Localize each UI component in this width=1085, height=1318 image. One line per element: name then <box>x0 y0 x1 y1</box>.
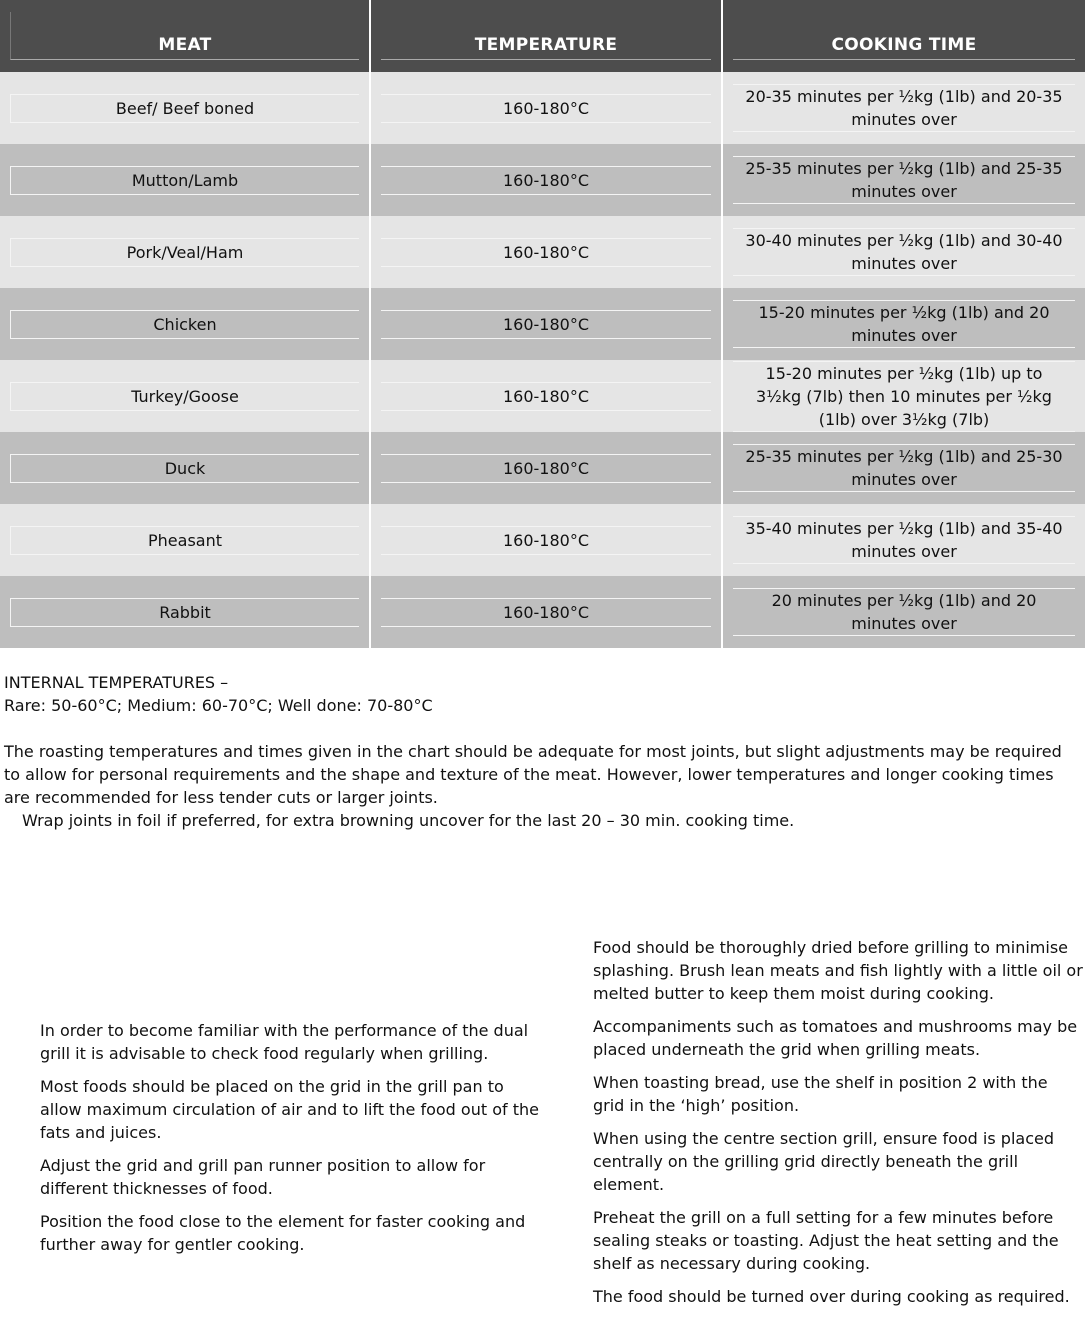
internal-title: INTERNAL TEMPERATURES – <box>4 673 229 692</box>
roasting-table <box>0 0 1085 648</box>
grill-tip: Adjust the grid and grill pan runner position to allow for different thicknesses of food. <box>40 1156 486 1198</box>
grill-tip: Accompaniments such as tomatoes and mushrooms may be placed underneath the grid when grilling meats. <box>593 1017 1078 1059</box>
cell-time: 15-20 minutes per ½kg (1lb) up to 3½kg (7lb) then 10 minutes per ½kg (1lb) over 3½kg (7lb) <box>733 361 1075 432</box>
table-row <box>0 360 1085 432</box>
grill-tip: Food should be thoroughly dried before grilling to minimise splashing. Brush lean meats and fish lightly with a little oil or melted butter to keep them moist during cooking. <box>593 938 1083 1003</box>
grill-tip: In order to become familiar with the performance of the dual grill it is advisable to check food regularly when grilling. <box>40 1021 529 1063</box>
table-row <box>0 432 1085 504</box>
wrap-paragraph: Wrap joints in foil if preferred, for extra browning uncover for the last 20 – 30 min. cooking time. <box>22 811 795 830</box>
cell-time: 35-40 minutes per ½kg (1lb) and 35-40 minutes over <box>733 516 1075 564</box>
table-row <box>0 216 1085 288</box>
cell-meat: Pork/Veal/Ham <box>10 238 359 267</box>
cell-meat: Turkey/Goose <box>10 382 359 411</box>
cell-time: 15-20 minutes per ½kg (1lb) and 20 minutes over <box>733 300 1075 348</box>
cell-temp: 160-180°C <box>381 382 711 411</box>
table-row <box>0 144 1085 216</box>
grill-tip: When using the centre section grill, ensure food is placed centrally on the grilling grid directly beneath the grill element. <box>593 1129 1054 1194</box>
roasting-paragraph: The roasting temperatures and times given in the chart should be adequate for most joints, but slight adjustments may be required to allow for personal requirements and the shape and texture of the meat. However, lower temperatures and longer cooking times are recommended for less tender cuts or larger joints. <box>4 742 1062 807</box>
grill-tip: Most foods should be placed on the grid in the grill pan to allow maximum circulation of air and to lift the food out of the fats and juices. <box>40 1077 539 1142</box>
table-header <box>0 0 1085 72</box>
grill-tip: The food should be turned over during cooking as required. <box>593 1287 1070 1306</box>
cell-meat: Pheasant <box>10 526 359 555</box>
cell-time: 30-40 minutes per ½kg (1lb) and 30-40 minutes over <box>733 228 1075 276</box>
cell-meat: Beef/ Beef boned <box>10 94 359 123</box>
cell-meat: Chicken <box>10 310 359 339</box>
cell-meat: Mutton/Lamb <box>10 166 359 195</box>
cell-temp: 160-180°C <box>381 454 711 483</box>
cell-temp: 160-180°C <box>381 238 711 267</box>
grill-tip: Position the food close to the element for faster cooking and further away for gentler cooking. <box>40 1212 526 1254</box>
table-row <box>0 576 1085 648</box>
cell-time: 20 minutes per ½kg (1lb) and 20 minutes over <box>733 588 1075 636</box>
grill-tip: Preheat the grill on a full setting for a few minutes before sealing steaks or toasting. Adjust the heat setting and the shelf as necessary during cooking. <box>593 1208 1059 1273</box>
internal-temperatures <box>4 671 1079 832</box>
left-column <box>40 1019 540 1266</box>
grill-tip: When toasting bread, use the shelf in position 2 with the grid in the ‘high’ position. <box>593 1073 1048 1115</box>
cell-time: 25-35 minutes per ½kg (1lb) and 25-30 minutes over <box>733 444 1075 492</box>
cell-temp: 160-180°C <box>381 310 711 339</box>
table-row <box>0 288 1085 360</box>
header-cooking-time: COOKING TIME <box>733 12 1075 60</box>
header-meat: MEAT <box>10 12 359 60</box>
table-row <box>0 72 1085 144</box>
cell-time: 25-35 minutes per ½kg (1lb) and 25-35 minutes over <box>733 156 1075 204</box>
cell-temp: 160-180°C <box>381 94 711 123</box>
right-column <box>593 936 1083 1318</box>
cell-temp: 160-180°C <box>381 526 711 555</box>
cell-temp: 160-180°C <box>381 598 711 627</box>
cell-temp: 160-180°C <box>381 166 711 195</box>
cell-meat: Duck <box>10 454 359 483</box>
internal-values: Rare: 50-60°C; Medium: 60-70°C; Well done: 70-80°C <box>4 696 433 715</box>
header-temperature: TEMPERATURE <box>381 12 711 60</box>
cell-meat: Rabbit <box>10 598 359 627</box>
table-row <box>0 504 1085 576</box>
cell-time: 20-35 minutes per ½kg (1lb) and 20-35 minutes over <box>733 84 1075 132</box>
